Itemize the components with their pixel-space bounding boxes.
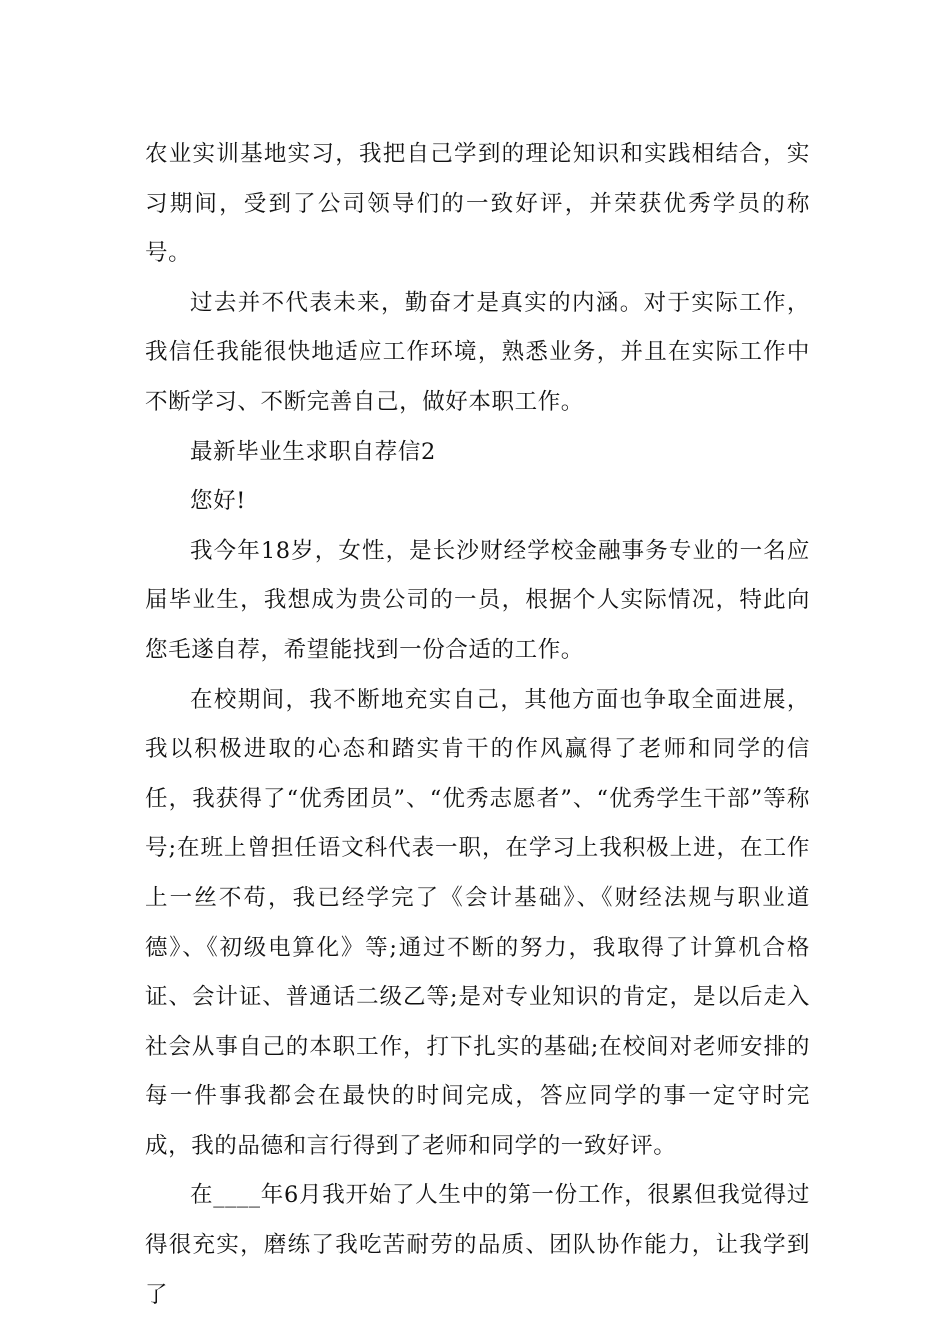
- letter-title: 最新毕业生求职自荐信2: [190, 438, 436, 465]
- paragraph-self-introduction: 我今年18岁，女性，是长沙财经学校金融事务专业的一名应届毕业生，我想成为贵公司的一员，根据个人实际情况，特此向您毛遂自荐，希望能找到一份合适的工作。: [145, 537, 810, 663]
- paragraph-first-job: 在____年6月我开始了人生中的第一份工作，很累但我觉得过得很充实，磨练了我吃苦耐劳的品质、团队协作能力，让我学到了: [145, 1182, 810, 1308]
- paragraph-future-outlook: 过去并不代表未来，勤奋才是真实的内涵。对于实际工作，我信任我能很快地适应工作环境，熟悉业务，并且在实际工作中不断学习、不断完善自己，做好本职工作。: [145, 289, 810, 415]
- letter-greeting: 您好!: [190, 488, 246, 515]
- paragraph-internship-continuation: 农业实训基地实习，我把自己学到的理论知识和实践相结合，实习期间，受到了公司领导们的一致好评，并荣获优秀学员的称号。: [145, 141, 810, 267]
- document-body: [145, 130, 810, 1320]
- paragraph-school-achievements: 在校期间，我不断地充实自己，其他方面也争取全面进展，我以积极进取的心态和踏实肯干的作风赢得了老师和同学的信任，我获得了“优秀团员”、“优秀志愿者”、“优秀学生干部”等称号;在班上曾担任语文科代表一职，在学习上我积极上进，在工作上一丝不苟，我已经学完了《会计基础》、《财经法规与职业道德》、《初级电算化》等;通过不断的努力，我取得了计算机合格证、会计证、普通话二级乙等;是对专业知识的肯定，是以后走入社会从事自己的本职工作，打下扎实的基础;在校间对老师安排的每一件事我都会在最快的时间完成，答应同学的事一定守时完成，我的品德和言行得到了老师和同学的一致好评。: [145, 686, 810, 1159]
